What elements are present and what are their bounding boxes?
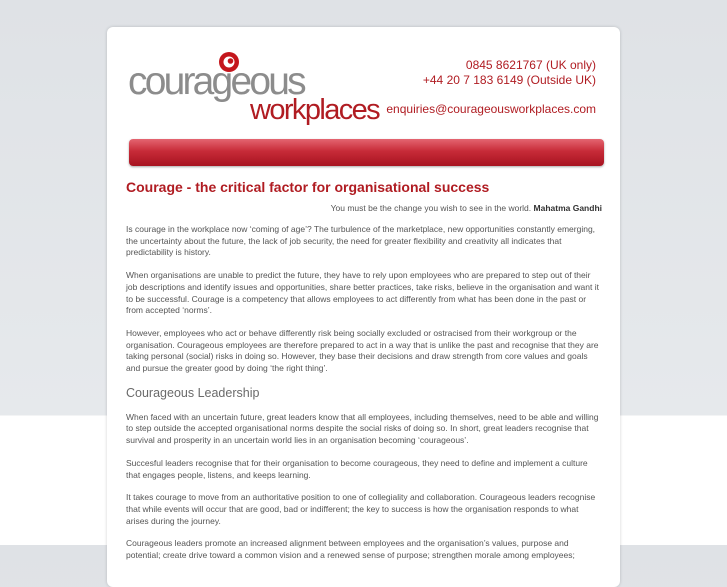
logo-word-courageous: courageous	[128, 60, 304, 103]
paragraph-predict: When organisations are unable to predict the future, they have to rely upon employees who are prepared to step out of their job descriptions and identify issues and opportunities, share better practices, take risks, believe in the organisation and want it to be successful. Courage is a competency that allows employees to act differently from what has been done in the past or from accepted ‘norms’.	[126, 270, 599, 316]
main-content	[126, 178, 602, 562]
paragraph-leaders-uncertain: When faced with an uncertain future, great leaders know that all employees, including themselves, need to be able and willing to step outside the accepted organisational norms despite the social risks of doing so. In short, great leaders recognise that survival and prosperity in an uncertain world lies in an organisation becoming ‘courageous’.	[126, 411, 599, 446]
logo-word-workplaces: workplaces	[250, 94, 380, 126]
phone-uk: 0845 8621767 (UK only)	[465, 58, 596, 72]
phone-international: +44 20 7 183 6149 (Outside UK)	[422, 73, 596, 87]
quote-author: Mahatma Gandhi	[533, 203, 602, 213]
paragraph-intro: Is courage in the workplace now ‘coming of age’? The turbulence of the marketplace, new opportunities constantly emerging, the uncertainty about the future, the lack of job security, the need for greater flexibility and creativity all indicates that predictability is history.	[126, 224, 596, 258]
contact-info	[386, 58, 596, 117]
quote-text: You must be the change you wish to see in the world.	[330, 203, 532, 213]
paragraph-leaders-alignment: Courageous leaders promote an increased alignment between employees and the organisation’s values, purpose and potential; create drive toward a common vision and a renewed sense of purpose; strengthen morale among employees;	[126, 538, 575, 561]
paragraph-leaders-culture: Succesful leaders recognise that for their organisation to become courageous, they need to define and implement a culture that engages people, listens, and keeps learning.	[126, 457, 588, 480]
quote	[126, 203, 602, 213]
email-link[interactable]: enquiries@courageousworkplaces.com	[386, 102, 596, 116]
logo-graphic	[128, 48, 390, 126]
page-title: Courage - the critical factor for organisational success	[126, 179, 490, 195]
paragraph-risk: However, employees who act or behave differently risk being socially excluded or ostracised from their workgroup or the organisation. Courageous employees are therefore prepared to act in a way that is unlike the past and recognise that they are taking personal (social) risks in doing so. However, they base their decisions and draw strength from core values and goals and pursue the greater good by doing ‘the right thing’.	[126, 327, 599, 374]
courageous-workplaces-logo[interactable]	[128, 48, 390, 126]
paragraph-leaders-collaboration: It takes courage to move from an authoritative position to one of collegiality and collaboration. Courageous leaders recognise that while events will occur that are good, bad or indifferent; the key to success is how the organisation responds to what arises during the journey.	[126, 492, 596, 526]
section-heading-leadership: Courageous Leadership	[126, 385, 260, 400]
navigation-bar[interactable]	[129, 139, 604, 166]
